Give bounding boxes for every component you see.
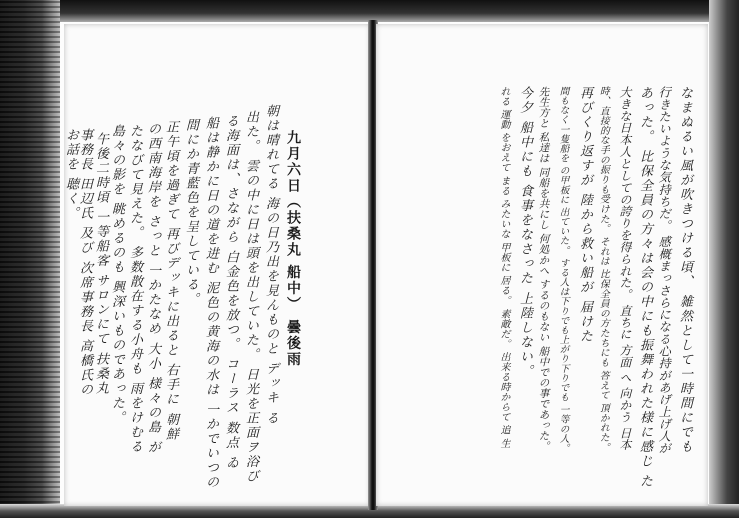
left-col-7: 正午頃を過ぎて 再びデッキに出ると 右手に 朝鮮: [163, 120, 178, 442]
left-col-12: 事務長 田辺氏 及び 次席事務長 高橋氏の: [77, 128, 92, 398]
right-col-9: 今夕 船中にも 食事をなさった 上陸しない。: [517, 86, 532, 379]
left-col-3: 出た。 雲の中に日は頭を出していた。 日光を正面ヲ浴び: [243, 110, 258, 484]
left-col-1: 九月六日（扶桑丸 船中） 曇後雨: [285, 130, 301, 368]
right-col-10: れる 運動 をおえて まる みたいな 甲板に 居る。 素敵だ。 出来る時からて 追 生: [498, 86, 510, 449]
left-col-9: たなびて見えた。 多数散在する小舟も 雨をけむる: [127, 124, 142, 455]
scanner-edge-right: [709, 0, 739, 518]
scanner-edge-left: [0, 0, 60, 518]
left-col-6: 間にか青藍色を呈している。: [183, 118, 198, 307]
left-col-11: 午後二時頃 一等船客 サロンにて 扶桑丸: [93, 132, 108, 396]
right-col-6: 再びくり返すが 陸から救い船が 届けた: [577, 86, 592, 344]
right-col-2: 行きたいような気持ちだ。 感概まっさらになる心持があげ上げ人が: [657, 86, 672, 455]
left-col-2: 朝は晴れてる 海の日乃出を見んものと デッキ る: [263, 104, 278, 426]
left-col-4: る海面は、さながら 白金色を放つ。 コーラス 数点 ゐ: [223, 114, 238, 471]
left-page: [64, 24, 370, 506]
right-col-7: 間もなく一隻船を の甲板に 出ていた。 する人は下りでも上がり下りでも 一等の人。: [557, 86, 569, 453]
left-col-10: 島々の影を 眺めるのも 興深いものであった。: [109, 124, 124, 426]
right-col-4: 大きな日本人としての誇りを得られた。 直ちに 方面 へ 向かう 日本: [617, 86, 632, 451]
left-col-8: の西南海岸を さっと 一かたなめ 大小 様々の島 が: [145, 122, 160, 455]
left-col-13: お話を 聴く。: [63, 128, 78, 221]
left-col-5: 船は静かに日の道を进む 泥色の黄海の水は 一かでいつの: [203, 116, 218, 490]
right-col-5: 時、直接的な手の振りも受けた。 それは 比保全員の方たちにも 答えて 頂かれた。: [597, 86, 609, 452]
right-col-3: あった。 比保全員の方々は会の中にも振舞われた様に感じ た: [637, 86, 652, 489]
right-page: [376, 24, 708, 506]
right-col-8: 先生方と 私達は 同船を共にし 何処かへ するのもない 船中での事であった。: [537, 86, 550, 452]
scanner-edge-top: [0, 0, 739, 22]
right-col-1: なまぬるい風が吹きつける頃、 雑然として一時間にでも: [677, 86, 692, 455]
